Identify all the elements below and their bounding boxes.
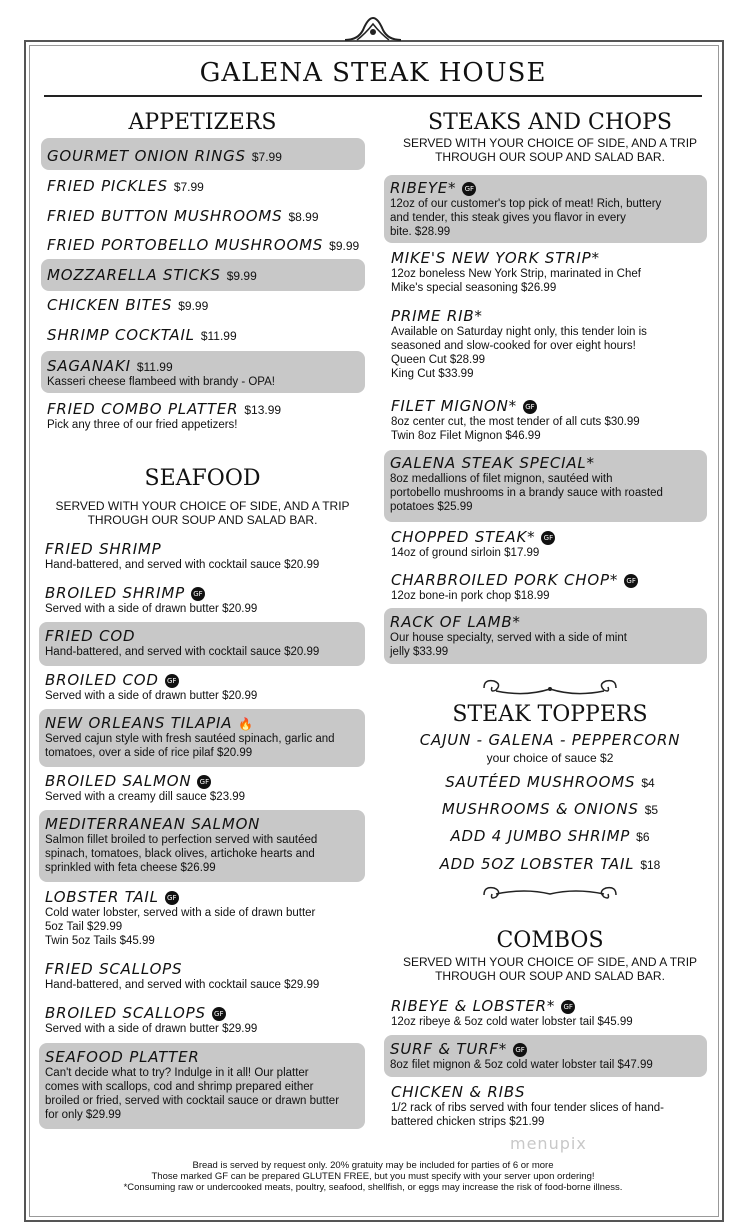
item-description: Can't decide what to try? Indulge in it all! Our platter bbox=[45, 1067, 309, 1079]
item-name: CHICKEN BITES bbox=[47, 296, 173, 314]
menu-item bbox=[391, 527, 709, 560]
item-price: $13.99 bbox=[244, 403, 282, 417]
item-name: MEDITERRANEAN SALMON bbox=[45, 815, 261, 833]
item-description: Served with a side of drawn butter $29.99 bbox=[45, 1023, 258, 1035]
item-name: RIBEYE* bbox=[390, 179, 457, 197]
item-name: PRIME RIB* bbox=[391, 307, 483, 325]
item-name: ADD 4 JUMBO SHRIMP bbox=[450, 827, 631, 845]
menu-item bbox=[45, 887, 367, 948]
item-name: FILET MIGNON* bbox=[391, 397, 517, 415]
item-name: FRIED PICKLES bbox=[47, 177, 168, 195]
menu-item bbox=[39, 709, 365, 767]
item-name: CHOPPED STEAK* bbox=[391, 528, 536, 546]
menu-item bbox=[39, 810, 365, 882]
menu-item bbox=[391, 396, 709, 443]
item-name: NEW ORLEANS TILAPIA bbox=[45, 714, 233, 732]
subheading-line: SERVED WITH YOUR CHOICE OF SIDE, AND A TRIP bbox=[55, 499, 350, 513]
menu-item bbox=[391, 248, 709, 295]
item-description: 12oz boneless New York Strip, marinated in Chef bbox=[391, 268, 641, 280]
combos-heading: COMBOS bbox=[496, 928, 604, 953]
toppers-heading: STEAK TOPPERS bbox=[452, 702, 648, 727]
topper-item bbox=[385, 827, 715, 845]
footer-line: *Consuming raw or undercooked meats, poultry, seafood, shellfish, or eggs may increase the risk of food-borne illness. bbox=[123, 1182, 623, 1193]
menu-item bbox=[45, 670, 367, 703]
item-price: $9.99 bbox=[226, 269, 257, 283]
item-description: seasoned and slow-cooked for over eight hours! bbox=[391, 340, 636, 352]
menu-item bbox=[47, 295, 365, 314]
item-description: bite. $28.99 bbox=[390, 226, 451, 238]
item-name: FRIED PORTOBELLO MUSHROOMS bbox=[47, 236, 324, 254]
item-description: jelly $33.99 bbox=[390, 646, 449, 658]
menu-item bbox=[391, 1082, 709, 1129]
menu-item bbox=[384, 450, 707, 522]
gluten-free-icon: GF bbox=[165, 891, 179, 905]
item-description: Kasseri cheese flambeed with brandy - OPA! bbox=[47, 376, 275, 388]
item-name: MOZZARELLA STICKS bbox=[47, 266, 221, 284]
menu-item bbox=[47, 325, 365, 344]
item-name: FRIED COMBO PLATTER bbox=[47, 400, 239, 418]
scroll-divider-icon bbox=[480, 884, 620, 906]
item-price: $9.99 bbox=[178, 299, 209, 313]
topper-item bbox=[385, 855, 715, 873]
title-divider bbox=[44, 95, 702, 97]
item-description: 8oz filet mignon & 5oz cold water lobster tail $47.99 bbox=[390, 1059, 653, 1071]
item-price: $11.99 bbox=[200, 329, 237, 343]
item-description: King Cut $33.99 bbox=[391, 368, 474, 380]
item-description: potatoes $25.99 bbox=[390, 501, 473, 513]
item-price: $9.99 bbox=[329, 239, 360, 253]
item-description: 12oz of our customer's top pick of meat! Rich, buttery bbox=[390, 198, 662, 210]
item-name: SEAFOOD PLATTER bbox=[45, 1048, 200, 1066]
item-description: Served with a creamy dill sauce $23.99 bbox=[45, 791, 246, 803]
gluten-free-icon: GF bbox=[523, 400, 537, 414]
item-name: MUSHROOMS & ONIONS bbox=[441, 800, 639, 818]
gluten-free-icon: GF bbox=[165, 674, 179, 688]
item-description: 8oz medallions of filet mignon, sautéed with bbox=[390, 473, 613, 485]
menu-item bbox=[39, 622, 365, 666]
steaks-heading: STEAKS AND CHOPS bbox=[428, 110, 672, 135]
item-name: MIKE'S NEW YORK STRIP* bbox=[391, 249, 600, 267]
seafood-subheading bbox=[40, 499, 365, 527]
item-description: Our house specialty, served with a side of mint bbox=[390, 632, 627, 644]
item-name: BROILED SHRIMP bbox=[45, 584, 185, 602]
footer-line: Those marked GF can be prepared GLUTEN FREE, but you must specify with your server upon ordering! bbox=[151, 1171, 595, 1182]
footer-line: Bread is served by request only. 20% gratuity may be included for parties of 6 or more bbox=[192, 1160, 554, 1171]
item-name: SAUTÉED MUSHROOMS bbox=[445, 773, 636, 791]
item-description: Queen Cut $28.99 bbox=[391, 354, 485, 366]
menu-item bbox=[391, 306, 709, 381]
item-description: Salmon fillet broiled to perfection served with sautéed bbox=[45, 834, 318, 846]
item-description: Twin 8oz Filet Mignon $46.99 bbox=[391, 430, 541, 442]
scroll-divider-icon bbox=[480, 677, 620, 699]
gluten-free-icon: GF bbox=[212, 1007, 226, 1021]
item-name: ADD 5OZ LOBSTER TAIL bbox=[439, 855, 635, 873]
item-name: FRIED SHRIMP bbox=[45, 540, 162, 558]
gluten-free-icon: GF bbox=[624, 574, 638, 588]
item-description: for only $29.99 bbox=[45, 1109, 122, 1121]
menu-item bbox=[47, 176, 365, 195]
menu-item bbox=[47, 399, 365, 432]
subheading-line: THROUGH OUR SOUP AND SALAD BAR. bbox=[435, 969, 665, 983]
watermark: menupix bbox=[510, 1134, 587, 1153]
item-name: BROILED SALMON bbox=[45, 772, 192, 790]
item-price: $5 bbox=[644, 803, 659, 817]
item-description: Twin 5oz Tails $45.99 bbox=[45, 935, 155, 947]
gluten-free-icon: GF bbox=[197, 775, 211, 789]
item-description: 12oz ribeye & 5oz cold water lobster tail $45.99 bbox=[391, 1016, 633, 1028]
item-description: sprinkled with feta cheese $26.99 bbox=[45, 862, 216, 874]
item-name: CHARBROILED PORK CHOP* bbox=[391, 571, 619, 589]
item-price: $4 bbox=[641, 776, 655, 790]
item-name: RACK OF LAMB* bbox=[390, 613, 521, 631]
item-description: Served cajun style with fresh sautéed spinach, garlic and bbox=[45, 733, 335, 745]
appetizers-heading: APPETIZERS bbox=[128, 110, 277, 135]
menu-item bbox=[41, 351, 365, 393]
item-description: Served with a side of drawn butter $20.99 bbox=[45, 603, 258, 615]
item-description: portobello mushrooms in a brandy sauce with roasted bbox=[390, 487, 663, 499]
item-name: GALENA STEAK SPECIAL* bbox=[390, 454, 595, 472]
sauce-note: your choice of sauce $2 bbox=[486, 751, 614, 765]
item-name: SAGANAKI bbox=[47, 357, 131, 375]
item-price: $7.99 bbox=[173, 180, 204, 194]
item-description: Cold water lobster, served with a side of drawn butter bbox=[45, 907, 316, 919]
menu-item bbox=[45, 583, 367, 616]
menu-item bbox=[391, 996, 709, 1029]
topper-item bbox=[385, 800, 715, 818]
menu-item bbox=[41, 138, 365, 170]
footer-notes bbox=[40, 1160, 706, 1193]
seafood-heading: SEAFOOD bbox=[144, 466, 261, 491]
sauce-options: CAJUN - GALENA - PEPPERCORN bbox=[419, 731, 681, 749]
menu-item bbox=[384, 175, 707, 243]
item-description: 5oz Tail $29.99 bbox=[45, 921, 123, 933]
gluten-free-icon: GF bbox=[513, 1043, 527, 1057]
spicy-flame-icon: 🔥 bbox=[238, 717, 254, 731]
item-name: BROILED COD bbox=[45, 671, 159, 689]
steaks-subheading bbox=[385, 136, 715, 164]
item-price: $6 bbox=[636, 830, 650, 844]
item-price: $7.99 bbox=[251, 150, 282, 164]
item-description: Available on Saturday night only, this tender loin is bbox=[391, 326, 647, 338]
menu-item bbox=[45, 539, 367, 572]
item-description: Pick any three of our fried appetizers! bbox=[47, 419, 238, 431]
item-description: comes with scallops, cod and shrimp prepared either bbox=[45, 1081, 314, 1093]
gluten-free-icon: GF bbox=[462, 182, 476, 196]
item-description: Hand-battered, and served with cocktail sauce $20.99 bbox=[45, 646, 320, 658]
item-description: tomatoes, over a side of rice pilaf $20.99 bbox=[45, 747, 253, 759]
item-price: $18 bbox=[640, 858, 661, 872]
item-name: BROILED SCALLOPS bbox=[45, 1004, 206, 1022]
menu-item bbox=[47, 206, 365, 225]
menu-item bbox=[384, 608, 707, 664]
item-price: $11.99 bbox=[136, 360, 173, 374]
restaurant-title: GALENA STEAK HOUSE bbox=[199, 58, 547, 88]
menu-item bbox=[384, 1035, 707, 1077]
item-name: SURF & TURF* bbox=[390, 1040, 508, 1058]
item-name: LOBSTER TAIL bbox=[45, 888, 159, 906]
item-name: FRIED COD bbox=[45, 627, 136, 645]
subheading-line: THROUGH OUR SOUP AND SALAD BAR. bbox=[435, 150, 665, 164]
menu-item bbox=[41, 259, 365, 291]
item-description: Hand-battered, and served with cocktail sauce $29.99 bbox=[45, 979, 320, 991]
subheading-line: THROUGH OUR SOUP AND SALAD BAR. bbox=[87, 513, 318, 527]
menu-item bbox=[47, 235, 377, 254]
menu-item bbox=[45, 1003, 367, 1036]
item-description: broiled or fried, served with cocktail sauce or drawn butter bbox=[45, 1095, 340, 1107]
menu-item bbox=[45, 959, 367, 992]
item-description: and tender, this steak gives you flavor in every bbox=[390, 212, 626, 224]
item-description: 1/2 rack of ribs served with four tender slices of hand- bbox=[391, 1102, 664, 1114]
item-description: 8oz center cut, the most tender of all cuts $30.99 bbox=[391, 416, 640, 428]
menu-item bbox=[45, 771, 367, 804]
subheading-line: SERVED WITH YOUR CHOICE OF SIDE, AND A TRIP bbox=[402, 955, 698, 969]
item-price: $8.99 bbox=[288, 210, 319, 224]
menu-item bbox=[39, 1043, 365, 1129]
item-description: Served with a side of drawn butter $20.99 bbox=[45, 690, 258, 702]
combos-subheading bbox=[385, 955, 715, 983]
item-description: 14oz of ground sirloin $17.99 bbox=[391, 547, 540, 559]
item-name: RIBEYE & LOBSTER* bbox=[391, 997, 556, 1015]
menu-item bbox=[391, 570, 709, 603]
item-name: FRIED BUTTON MUSHROOMS bbox=[47, 207, 283, 225]
item-description: spinach, tomatoes, black olives, artichoke hearts and bbox=[45, 848, 315, 860]
topper-item bbox=[385, 773, 715, 791]
gluten-free-icon: GF bbox=[191, 587, 205, 601]
item-description: battered chicken strips $21.99 bbox=[391, 1116, 545, 1128]
gluten-free-icon: GF bbox=[541, 531, 555, 545]
item-name: GOURMET ONION RINGS bbox=[47, 147, 246, 165]
subheading-line: SERVED WITH YOUR CHOICE OF SIDE, AND A TRIP bbox=[402, 136, 698, 150]
item-name: CHICKEN & RIBS bbox=[391, 1083, 526, 1101]
item-description: 12oz bone-in pork chop $18.99 bbox=[391, 590, 550, 602]
top-ornament-icon bbox=[343, 14, 403, 44]
item-name: SHRIMP COCKTAIL bbox=[47, 326, 195, 344]
item-description: Hand-battered, and served with cocktail sauce $20.99 bbox=[45, 559, 320, 571]
gluten-free-icon: GF bbox=[561, 1000, 575, 1014]
item-description: Mike's special seasoning $26.99 bbox=[391, 282, 557, 294]
item-name: FRIED SCALLOPS bbox=[45, 960, 183, 978]
